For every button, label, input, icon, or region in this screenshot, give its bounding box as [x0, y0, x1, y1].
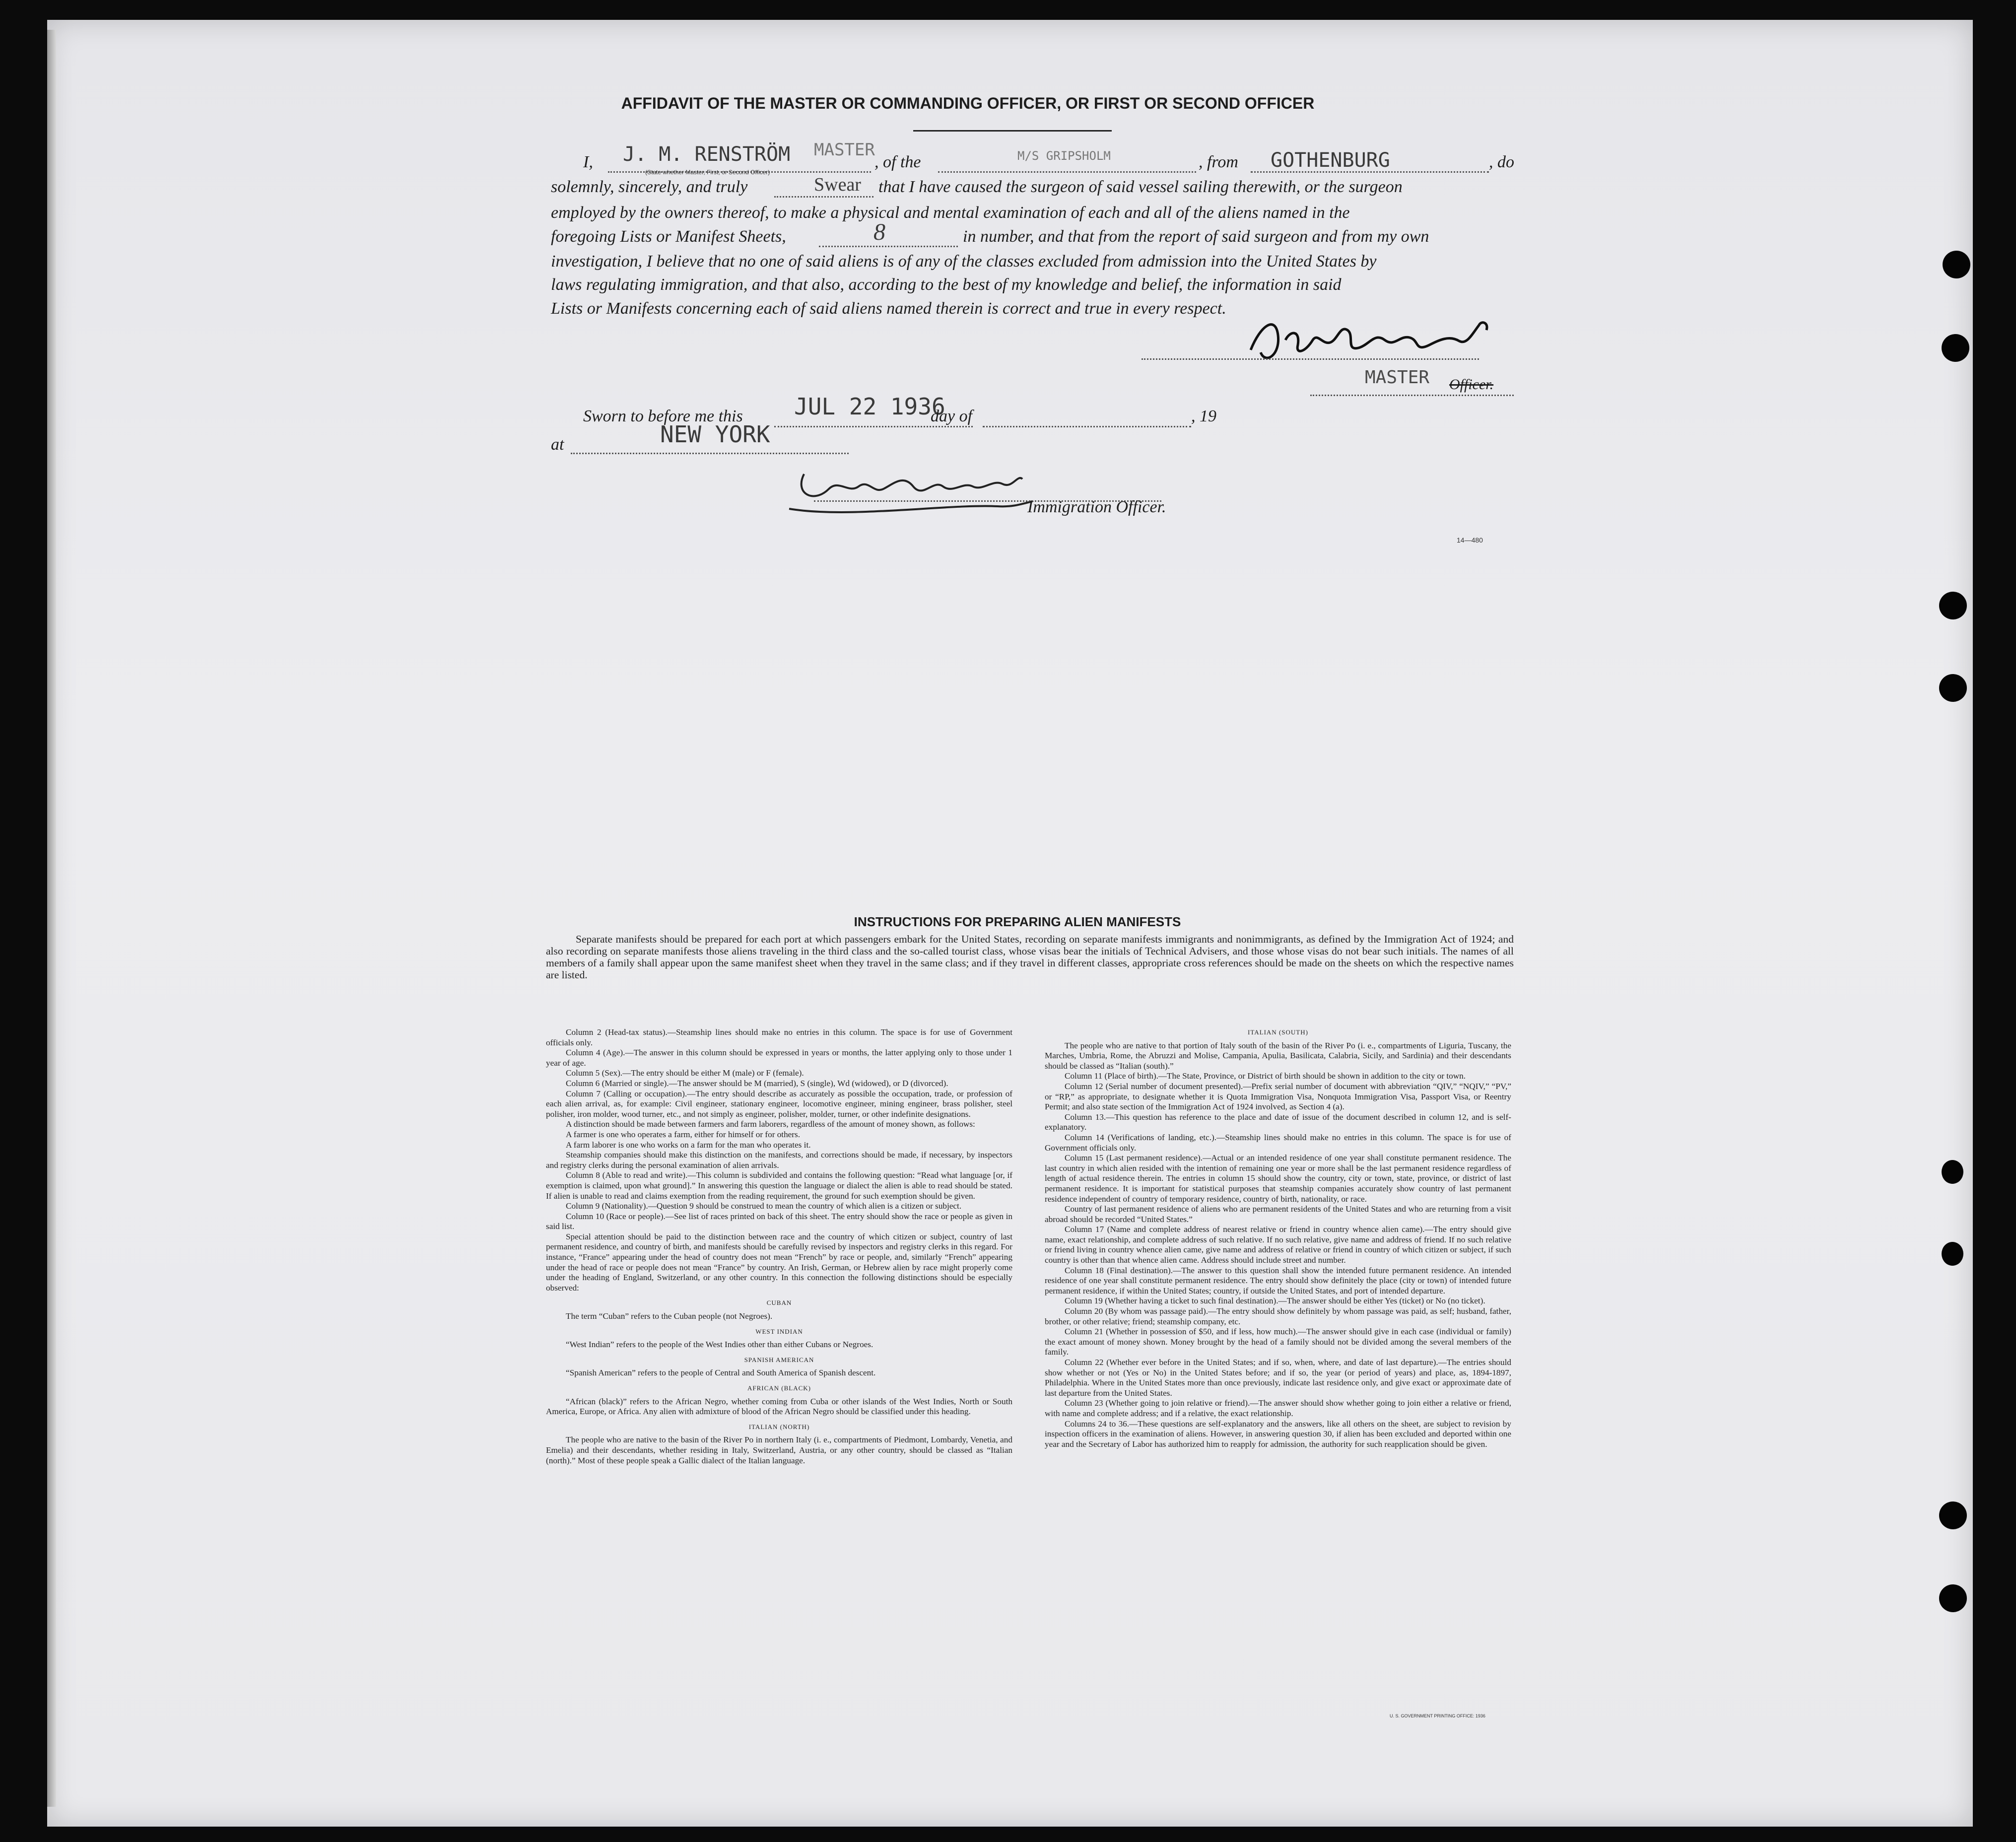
sworn-label: Sworn to before me this	[583, 407, 743, 425]
left-para: Column 6 (Married or single).—The answer should be M (married), S (single), Wd (widowed), or D (divorced).	[566, 1078, 948, 1088]
right-para: Column 17 (Name and complete address of nearest relative or friend in country whence alien came).—The entry should give name, exact relationship, and complete address of such relative. If no such relative, give name and address of friend. If no such relative or friend living in country whence alien came, give name and address of relative or friend in country of which citizen or subject, if such country is other than that whence alien came. Address should include street and number.	[1045, 1225, 1511, 1265]
right-para: Column 14 (Verifications of landing, etc.).—Steamship lines should make no entries in this column. The space is for use of Government officials only.	[1045, 1132, 1511, 1153]
sheets-blank	[819, 246, 958, 247]
right-para: Country of last permanent residence of aliens who are permanent residents of the United States and who are returning from a visit abroad should be recorded “United States.”	[1045, 1204, 1511, 1224]
vessel-name: M/S GRIPSHOLM	[1017, 149, 1111, 163]
right-para: Column 15 (Last permanent residence).—Actual or an intended residence of one year shall constitute permanent residence. The last country in which alien resided with the intention of remaining one year or more shall be the last permanent residence regardless of length of actual residence therein. The entries in column 15 should show the country, city or town, state, province, or district of last permanent residence. It is important for statistical purposes that steamship companies accurately show country of last permanent residence independent of country of temporary residence, country of birth, nationality, or race.	[1045, 1153, 1511, 1204]
rank-stamp: MASTER	[814, 140, 875, 160]
heading-italian-north: ITALIAN (NORTH)	[748, 1423, 810, 1431]
right-para: Column 23 (Whether going to join relative or friend).—The answer should show whether going to join either a relative or friend, with name and complete address; and if a relative, the exact relationship.	[1045, 1398, 1511, 1418]
title-rule	[913, 130, 1112, 132]
from-label: , from	[1199, 153, 1238, 171]
left-para: Column 4 (Age).—The answer in this column should be expressed in years or months, the latter applying only to those under 1 year of age.	[546, 1048, 1012, 1068]
left-para: Column 10 (Race or people).—See list of races printed on back of this sheet. The entry should show the race or people as given in said list.	[546, 1211, 1012, 1231]
affidavit-line-7: Lists or Manifests concerning each of said aliens named therein is correct and true in every respect.	[551, 299, 1226, 318]
imm-officer-label: Immigration Officer.	[1027, 498, 1166, 516]
left-para: Special attention should be paid to the distinction between race and the country of which citizen or subject, country of last permanent residence, and country of birth, and manifests should be carefully revised by inspectors and registry clerks in this regard. For instance, “France” appearing under the head of country does not mean “French” by race or people, and, similarly “French” appearing under the head of race or people does not mean “France” by country. An Irish, German, or Hebrew alien by race might properly come under the heading of England, Switzerland, or any other country. In this connection the following distinctions should be especially observed:	[546, 1231, 1012, 1293]
swear-fill: Swear	[814, 174, 861, 195]
affidavit-line-4b: in number, and that from the report of said surgeon and from my own	[963, 227, 1429, 246]
affidavit-line-6: laws regulating immigration, and that also, according to the best of my knowledge and belief, the information in said	[551, 275, 1342, 294]
affidavit-line-3: employed by the owners thereof, to make a physical and mental examination of each and all of the aliens named in the	[551, 204, 1350, 222]
punch-hole	[1942, 1160, 1963, 1184]
heading-west-indian: WEST INDIAN	[755, 1327, 803, 1335]
punch-hole	[1939, 592, 1967, 619]
at-label: at	[551, 435, 564, 454]
right-para: Column 11 (Place of birth).—The State, Province, or District of birth should be shown in addition to the city or town.	[1065, 1071, 1466, 1081]
left-para: Column 5 (Sex).—The entry should be either M (male) or F (female).	[566, 1068, 804, 1078]
master-signature	[1231, 305, 1499, 375]
swear-blank	[774, 196, 874, 198]
form-number: 14—480	[1457, 536, 1483, 544]
punch-hole	[1943, 251, 1970, 278]
affidavit-title: AFFIDAVIT OF THE MASTER OR COMMANDING OFFICER, OR FIRST OR SECOND OFFICER	[621, 94, 1315, 112]
left-para: Column 8 (Able to read and write).—This column is subdivided and contains the following question: “Read what language [or, if exemption is claimed, upon what ground].” In answering this question the language or dialect the alien is able to read should be stated. If alien is unable to read and claims exemption from the reading requirement, the ground for such exemption should be given.	[546, 1170, 1012, 1201]
vessel-blank	[938, 171, 1196, 173]
place-stamp: NEW YORK	[660, 421, 770, 448]
sworn-date-stamp: JUL 22 1936	[794, 393, 945, 420]
officer-label: Officer.	[1449, 376, 1494, 393]
punch-hole	[1942, 334, 1969, 362]
punch-hole	[1942, 1242, 1963, 1266]
punch-hole	[1939, 1501, 1967, 1529]
port-name: GOTHENBURG	[1271, 149, 1390, 172]
right-para: The people who are native to that portion of Italy south of the basin of the River Po (i. e., compartments of Liguria, Tuscany, the Marches, Umbria, Rome, the Abruzzi and Molise, Campania, Apulia, Basilicata, Calabria, Sicily, and Sardinia) and their descendants should be classed as “Italian (south).”	[1045, 1040, 1511, 1071]
printer-imprint: U. S. GOVERNMENT PRINTING OFFICE: 1936	[1390, 1713, 1485, 1718]
heading-spanish-american: SPANISH AMERICAN	[744, 1356, 814, 1364]
place-blank	[571, 453, 849, 454]
right-para: Column 20 (By whom was passage paid).—The entry should show definitely by whom passage was paid, as self; husband, father, brother, or other relative; friend; steamship company, etc.	[1045, 1306, 1511, 1326]
sworn-blank	[774, 426, 973, 427]
right-para: Column 21 (Whether in possession of $50, and if less, how much).—The answer should give in each case (individual or family) the exact amount of money shown. Money brought by the head of a family should not be divided among the several members of the family.	[1045, 1327, 1511, 1357]
signature-title: MASTER	[1365, 367, 1430, 388]
cuban-text: The term “Cuban” refers to the Cuban people (not Negroes).	[566, 1311, 773, 1321]
instructions-left-column	[546, 1027, 1012, 1466]
officer-line	[1310, 395, 1514, 396]
rank-note: (State whether Master, First, or Second Officer)	[645, 169, 770, 176]
instructions-title: INSTRUCTIONS FOR PREPARING ALIEN MANIFESTS	[854, 914, 1181, 929]
sheet-edge	[47, 30, 56, 1807]
spanish-american-text: “Spanish American” refers to the people of Central and South America of Spanish descent.	[566, 1368, 876, 1378]
instructions-intro	[546, 933, 1514, 981]
instructions-right-column	[1045, 1027, 1511, 1449]
day-of-label: day of	[931, 407, 973, 425]
sheets-count: 8	[874, 219, 885, 245]
right-para: Column 13.—This question has reference to the place and date of issue of the document described in column 12, and is self-explanatory.	[1045, 1112, 1511, 1132]
left-para: Column 9 (Nationality).—Question 9 should be construed to mean the country of which alien is a citizen or subject.	[566, 1201, 962, 1211]
heading-cuban: CUBAN	[766, 1299, 792, 1307]
left-para: Column 7 (Calling or occupation).—The entry should describe as accurately as possible the occupation, trade, or profession of each alien arrival, as, for example: Civil engineer, stationary engineer, locomotive engineer, mining engineer, brass polisher, steel polisher, iron molder, wood turner, etc., and not simply as engineer, polisher, molder, turner, or other indefinite designations.	[546, 1089, 1012, 1119]
affidavit-i: I,	[583, 153, 593, 171]
affidavit-line-5: investigation, I believe that no one of said aliens is of any of the classes excluded from admission into the United States by	[551, 252, 1377, 271]
left-para: Column 2 (Head-tax status).—Steamship lines should make no entries in this column. The space is for use of Government officials only.	[546, 1027, 1012, 1047]
signature-line	[1142, 358, 1479, 360]
italian-north-text: The people who are native to the basin of the River Po in northern Italy (i. e., compartments of Piedmont, Lombardy, Venetia, and Emelia) and their descendants, whether residing in Italy, Switzerland, Austria, or any other country, should be classed as “Italian (north).” Most of these people speak a Gallic dialect of the Italian language.	[546, 1435, 1012, 1465]
right-para: Column 18 (Final destination).—The answer to this question shall show the intended future permanent residence. An intended residence of one year shall constitute permanent residence. The entry should show definitely the place (city or town) of intended future permanent residence, if within the United States; country, if outside the United States, and port of intended departure.	[1045, 1265, 1511, 1296]
affidavit-line-2b: that I have caused the surgeon of said vessel sailing therewith, or the surgeon	[878, 178, 1403, 196]
do-label: , do	[1489, 153, 1514, 171]
punch-hole	[1939, 1584, 1967, 1612]
right-para: Column 12 (Serial number of document presented).—Prefix serial number of document with abbreviation “QIV,” “NQIV,” “PV,” or “RP,” as appropriate, to designate whether it is Quota Immigration Visa, Nonquota Immigration Visa, Passport Visa, or Reentry Permit; and also state section of the Immigration Act of 1924 involved, as Section 4 (a).	[1045, 1081, 1511, 1112]
month-blank	[983, 426, 1191, 427]
year-label: , 19	[1191, 407, 1216, 425]
left-para: A farm laborer is one who works on a farm for the man who operates it.	[566, 1140, 811, 1150]
heading-african: AFRICAN (BLACK)	[747, 1384, 811, 1392]
affidavit-line-2a: solemnly, sincerely, and truly	[551, 178, 748, 196]
punch-hole	[1939, 674, 1967, 702]
master-name: J. M. RENSTRÖM	[623, 143, 791, 166]
right-para: Column 19 (Whether having a ticket to such final destination).—The answer should be either Yes (ticket) or No (no ticket).	[1065, 1296, 1485, 1306]
right-para: Columns 24 to 36.—These questions are self-explanatory and the answers, like all others on the sheet, are subject to revision by inspection officers in the examination of aliens. However, in answering question 30, if alien has been excluded and deported within one year and the Secretary of Labor has authorized him to reapply for admission, the authority for such reapplication should be given.	[1045, 1419, 1511, 1449]
left-para: A distinction should be made between farmers and farm laborers, regardless of the amount of money shown, as follows:	[566, 1119, 975, 1129]
west-indian-text: “West Indian” refers to the people of the West Indies other than either Cubans or Negroes.	[566, 1340, 874, 1350]
heading-italian-south: ITALIAN (SOUTH)	[1248, 1028, 1308, 1036]
affidavit-line-4a: foregoing Lists or Manifest Sheets,	[551, 227, 786, 246]
left-para: Steamship companies should make this distinction on the manifests, and corrections should be made, if necessary, by inspectors and registry clerks during the personal examination of alien arrivals.	[546, 1150, 1012, 1170]
left-para: A farmer is one who operates a farm, either for himself or for others.	[566, 1129, 801, 1139]
immigration-officer-signature	[774, 459, 1052, 529]
intro-text: Separate manifests should be prepared for each port at which passengers embark for the United States, recording on separate manifests immigrants and nonimmigrants, as defined by the Immigration Act of 1924; and also recording on separate manifests those aliens traveling in the third class and the so-called tourist class, whose visas bear the initials of Technical Advisers, and those whose visas do not bear such initials. The names of all members of a family shall appear upon the same manifest sheet when they travel in the same class; and if they travel in different classes, appropriate cross references should be made on the sheets on which the respective names are listed.	[546, 933, 1514, 981]
of-the: , of the	[874, 153, 921, 171]
african-text: “African (black)” refers to the African Negro, whether coming from Cuba or other islands of the West Indies, North or South America, Europe, or Africa. Any alien with admixture of blood of the African Negro should be classified under this heading.	[546, 1396, 1012, 1417]
right-para: Column 22 (Whether ever before in the United States; and if so, when, where, and date of last departure).—The entries should show whether or not (Yes or No) in the United States before; and if so, the year (or period of years) and place, as, 1894-1897, Philadelphia. Where in the United States more than once previously, indicate last residence only, and give exact or approximate date of last departure from the United States.	[1045, 1358, 1511, 1398]
